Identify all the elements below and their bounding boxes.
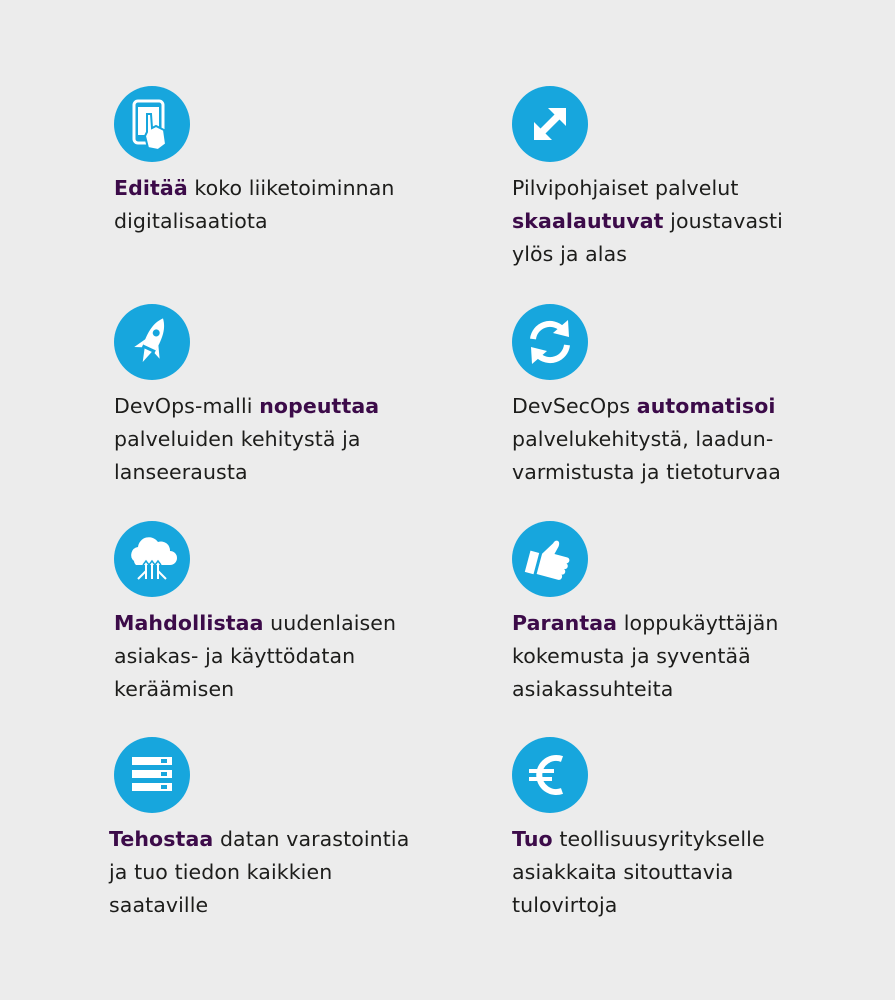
benefit-text [512, 172, 832, 271]
benefit-line: teollisuusyritykselle [559, 827, 765, 851]
benefit-highlight: Parantaa [512, 611, 618, 635]
benefit-line: varmistusta ja tietoturvaa [512, 460, 781, 484]
benefit-highlight: Mahdollistaa [114, 611, 264, 635]
benefit-text [512, 823, 832, 922]
benefit-line: loppukäyttäjän [623, 611, 779, 635]
benefit-highlight: Tuo [512, 827, 553, 851]
benefit-intro: Pilvipohjaiset palvelut [512, 176, 739, 200]
benefit-intro: DevOps-malli [114, 394, 253, 418]
benefit-text [109, 823, 429, 922]
sync-arrows-icon [512, 304, 588, 380]
benefit-line: keräämisen [114, 677, 235, 701]
benefit-text [512, 607, 832, 706]
resize-arrows-icon [512, 86, 588, 162]
benefit-text [114, 172, 434, 238]
benefit-line: asiakas- ja käyttödatan [114, 644, 356, 668]
benefit-line: lanseerausta [114, 460, 248, 484]
tablet-touch-icon [114, 86, 190, 162]
benefit-line: saataville [109, 893, 209, 917]
benefit-line: kokemusta ja syventää [512, 644, 751, 668]
benefit-line: digitalisaatiota [114, 209, 268, 233]
benefit-line: palvelukehitystä, laadun- [512, 427, 774, 451]
benefit-highlight: automatisoi [636, 394, 776, 418]
benefit-highlight: Tehostaa [109, 827, 214, 851]
benefit-line: ylös ja alas [512, 242, 628, 266]
benefit-line: asiakassuhteita [512, 677, 674, 701]
thumbs-up-icon [512, 521, 588, 597]
benefit-line: tulovirtoja [512, 893, 618, 917]
euro-icon [512, 737, 588, 813]
benefit-line: palveluiden kehitystä ja [114, 427, 361, 451]
benefit-line: datan varastointia [219, 827, 410, 851]
server-stack-icon [114, 737, 190, 813]
benefit-line: uudenlaisen [270, 611, 397, 635]
benefit-intro: DevSecOps [512, 394, 631, 418]
benefit-highlight: skaalautuvat [512, 209, 664, 233]
benefit-text [114, 607, 434, 706]
benefit-line: ja tuo tiedon kaikkien [109, 860, 333, 884]
rocket-icon [114, 304, 190, 380]
benefit-highlight: Editää [114, 176, 188, 200]
cloud-upload-icon [114, 521, 190, 597]
benefit-text [114, 390, 434, 489]
benefit-line: joustavasti [670, 209, 783, 233]
benefit-line: asiakkaita sitouttavia [512, 860, 734, 884]
benefit-line: koko liiketoiminnan [194, 176, 395, 200]
benefit-text [512, 390, 832, 489]
benefit-highlight: nopeuttaa [259, 394, 380, 418]
